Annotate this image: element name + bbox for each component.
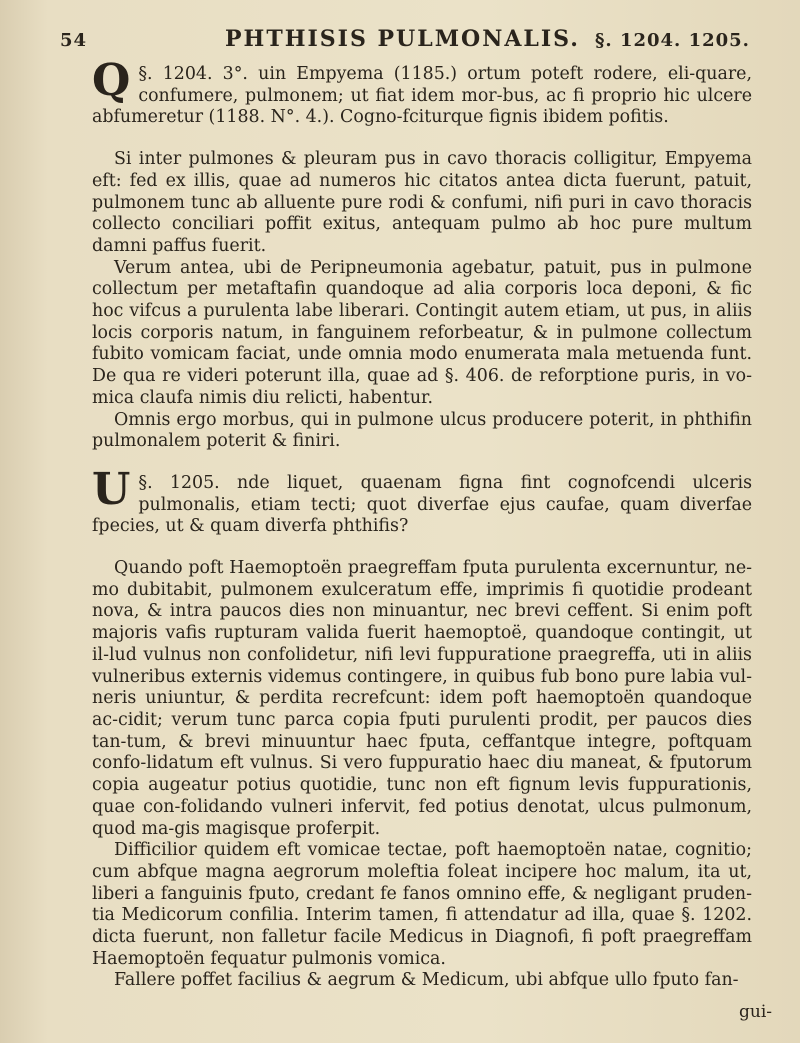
page-number: 54 bbox=[60, 30, 88, 51]
body-text bbox=[92, 55, 752, 992]
catchword: gui- bbox=[738, 1002, 772, 1022]
paragraph-text: uin Empyema (1185.) ortum poteft rodere, eli-quare, confumere, pulmonem; ut fiat idem mor-bus, ac fi proprio hic ulcere abfumeretur (1188. N°. 4.). Cogno-fciturque fignis ibidem pofitis. bbox=[92, 64, 752, 128]
drop-cap: Q bbox=[92, 55, 131, 106]
paragraph: Omnis ergo morbus, qui in pulmone ulcus producere poterit, in phthifin pulmonalem poterit & finiri. bbox=[92, 409, 752, 452]
paragraph: Verum antea, ubi de Peripneumonia agebatur, patuit, pus in pulmone collectum per metaftafin quandoque ad alia corporis loca deponi, & fic hoc vifcus a purulenta labe liberari. Contingit autem etiam, ut pus, in aliis locis corporis natum, in fanguinem reforbeatur, & in pulmone collectum fubito vomicam faciat, unde omnia modo enumerata mala metuenda funt. De qua re videri poterunt illa, quae ad §. 406. de reforptione puris, in vo-mica claufa nimis diu relicti, habentur. bbox=[92, 257, 752, 408]
section-label: §. 1204. 3°. bbox=[138, 64, 248, 84]
paragraph-text: nde liquet, quaenam figna fint cognofcendi ulceris pulmonalis, etiam tecti; quot diverfae ejus caufae, quam diverfae fpecies, ut & quam diverfa phthifis? bbox=[92, 472, 752, 537]
running-header bbox=[60, 26, 760, 62]
section-label: §. 1205. bbox=[138, 472, 220, 493]
paragraph: Fallere poffet facilius & aegrum & Medicum, ubi abfque ullo fputo fan- bbox=[114, 970, 739, 991]
section-reference: §. 1204. 1205. bbox=[595, 30, 750, 51]
paragraph-1205-aphorism bbox=[92, 463, 752, 538]
paragraph: Si inter pulmones & pleuram pus in cavo thoracis colligitur, Empyema eft: fed ex illis, quae ad numeros hic citatos antea dicta fuerunt, patuit, pulmonem tunc ab alluente pure rodi & confumi, nifi puri in cavo thoracis collecto conciliari poffit exitus, antequam pulmo ab hoc pure multum damni paffus fuerit. bbox=[92, 149, 752, 256]
running-title: PHTHISIS PULMONALIS. bbox=[225, 26, 580, 52]
paragraph: Quando poft Haemoptoën praegreffam fputa purulenta excernuntur, ne-mo dubitabit, pulmonem exulceratum effe, imprimis fi quotidie prodeant nova, & intra paucos dies non minuantur, nec brevi ceffent. Si enim poft majoris vafis rupturam valida fuerit haemoptoë, quandoque contingit, ut il-lud vulnus non confolidetur, nifi levi fuppuratione praegreffa, uti in aliis vulneribus externis videmus contingere, in quibus fub bono pure labia vul-neris uniuntur, & perdita recrefcunt: idem poft haemoptoën quandoque ac-cidit; verum tunc parca copia fputi purulenti prodit, per paucos dies tan-tum, & brevi minuuntur haec fputa, ceffantque integre, poftquam confo-lidatum eft vulnus. Si vero fuppuratio haec diu maneat, & fputorum copia augeatur potius quotidie, tunc non eft fignum levis fuppurationis, quae con-folidando vulneri infervit, fed potius denotat, ulcus pulmonum, quod ma-gis magisque proferpit. bbox=[92, 558, 752, 839]
paragraph-1204-aphorism bbox=[92, 55, 752, 129]
paragraph: Difficilior quidem eft vomicae tectae, poft haemoptoën natae, cognitio; cum abfque magna aegrorum moleftia foleat incipere hoc malum, ita ut, liberi a fanguinis fputo, credant fe fanos omnino effe, & negligant pruden-tia Medicorum confilia. Interim tamen, fi attendatur ad illa, quae §. 1202. dicta fuerunt, non falletur facile Medicus in Diagnofi, fi poft praegreffam Haemoptoën fequatur pulmonis vomica. bbox=[92, 840, 752, 969]
drop-cap: U bbox=[92, 463, 131, 515]
